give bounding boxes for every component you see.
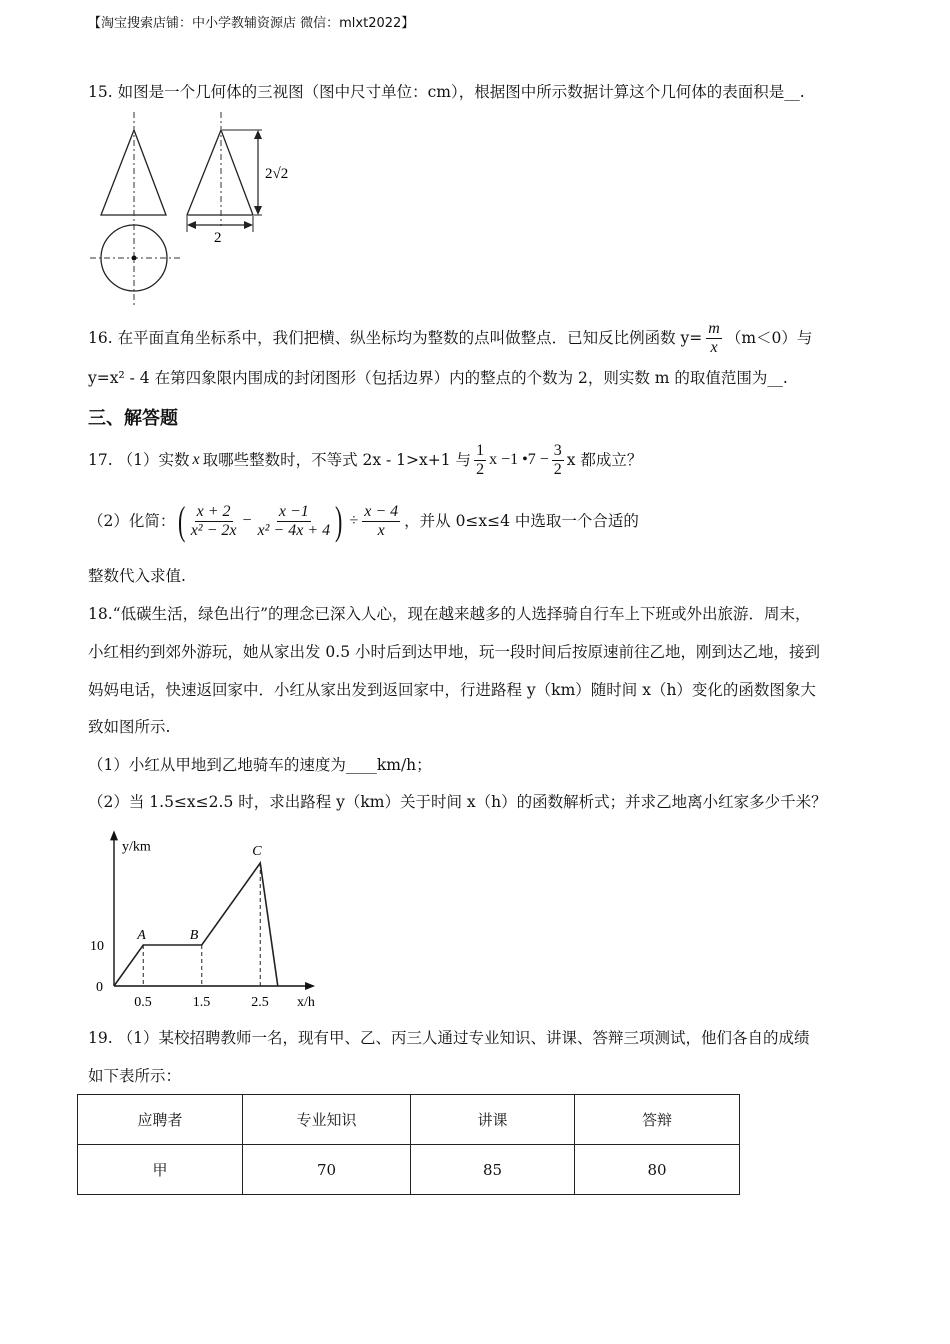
q17-text-a: 17. （1）实数 (88, 451, 190, 469)
point-label: B (189, 928, 199, 943)
table-header-cell: 答辩 (575, 1095, 740, 1145)
q18-line-1: 18.“低碳生活，绿色出行”的理念已深入人心，现在越来越多的人选择骑自行车上下班或外出旅游．周末， (88, 605, 811, 623)
q17-text-b: 取哪些整数时，不等式 2x - 1>x+1 与 (202, 451, 472, 469)
q17-frac3 (362, 503, 400, 540)
q16-frac-den: x (710, 338, 718, 356)
q17-threehalf-den: 2 (553, 460, 562, 478)
minus-sign: − (242, 512, 252, 529)
q17-frac2 (256, 503, 333, 540)
q16-frac-num: m (708, 319, 720, 337)
q18-sub1: （1）小红从甲地到乙地骑车的速度为____km/h； (88, 756, 432, 774)
q17-var-x: x (192, 451, 200, 468)
q17-frac3-den: x (377, 521, 385, 539)
q17-frac2-den: x² − 4x + 4 (257, 521, 331, 539)
q19-line-2: 如下表所示： (88, 1067, 182, 1085)
origin-label: 0 (96, 980, 103, 995)
series-line-path (114, 863, 278, 986)
y-axis-label: y/km (122, 839, 151, 855)
q17-half-num: 1 (476, 441, 485, 459)
table-header-cell: 专业知识 (243, 1095, 411, 1145)
table-header-cell: 应聘者 (78, 1095, 243, 1145)
q18-line-2: 小红相约到郊外游玩，她从家出发 0.5 小时后到达甲地，玩一段时间后按原速前往乙地，刚到达乙地，接到 (88, 643, 821, 661)
section-title: 三、解答题 (88, 408, 178, 429)
q17-part2 (88, 496, 639, 546)
width-dimension-label: 2 (214, 230, 222, 246)
page-header: 【淘宝搜索店铺：中小学教辅资源店 微信：mlxt2022】 (88, 16, 415, 31)
table-cell: 70 (243, 1145, 411, 1195)
q17-part1 (88, 438, 642, 482)
y-axis-arrow (110, 830, 118, 840)
q17-text-end: x 都成立？ (566, 451, 643, 469)
q16-text-a: 16. 在平面直角坐标系中，我们把横、纵坐标均为整数的点叫做整点．已知反比例函数 y= (88, 329, 703, 347)
q18-line-4: 致如图所示. (88, 718, 171, 736)
front-view (101, 112, 166, 308)
x-tick-label: 1.5 (192, 995, 211, 1010)
q17-frac1-num: x + 2 (196, 502, 231, 520)
table-header-row (78, 1095, 740, 1145)
q16-text-b: （m＜0）与 (725, 329, 813, 347)
x-axis-arrow (305, 982, 315, 990)
q17-p2-line2: 整数代入求值. (88, 567, 186, 585)
x-tick-label: 0.5 (134, 995, 152, 1010)
right-paren: ) (335, 498, 343, 543)
left-paren: ( (178, 498, 186, 543)
point-label: C (252, 844, 262, 859)
top-view (90, 225, 180, 291)
side-view (187, 112, 288, 246)
table-cell: 85 (411, 1145, 575, 1195)
x-axis-label: x/h (297, 995, 315, 1010)
q18-line-3: 妈妈电话，快速返回家中．小红从家出发到返回家中，行进路程 y（km）随时间 x（h）变化的函数图象大 (88, 681, 816, 699)
q18-distance-time-chart (86, 826, 348, 1010)
q17-frac1 (189, 503, 239, 540)
q17-p2-tail: ，并从 0≤x≤4 中选取一个合适的 (404, 512, 639, 530)
q18-sub2: （2）当 1.5≤x≤2.5 时，求出路程 y（km）关于时间 x（h）的函数解析式；并求乙地离小红家多少千米？ (88, 793, 827, 811)
height-dimension-label: 2√2 (265, 166, 289, 182)
scores-table (77, 1094, 740, 1195)
q17-threehalf-fraction (552, 442, 564, 479)
table-cell: 甲 (78, 1145, 243, 1195)
q17-frac1-den: x² − 2x (190, 521, 237, 539)
q16-line1 (88, 316, 812, 360)
q17-frac3-num: x − 4 (364, 502, 399, 520)
x-tick-label: 2.5 (251, 995, 269, 1010)
q17-threehalf-num: 3 (553, 441, 562, 459)
table-row (78, 1145, 740, 1195)
y-tick-label: 10 (90, 939, 104, 954)
q16-line2: y=x² - 4 在第四象限内围成的封闭图形（包括边界）内的整点的个数为 2，则实数 m 的取值范围为__. (88, 369, 788, 387)
q19-line-1: 19. （1）某校招聘教师一名，现有甲、乙、丙三人通过专业知识、讲课、答辩三项测试，他们各自的成绩 (88, 1029, 810, 1047)
q15-text: 15. 如图是一个几何体的三视图（图中尺寸单位：cm），根据图中所示数据计算这个几何体的表面积是__. (88, 83, 805, 101)
point-label: A (137, 928, 146, 943)
table-cell: 80 (575, 1145, 740, 1195)
q16-fraction (706, 320, 722, 357)
q17-expr-mid: x −1 •7 − (489, 451, 549, 468)
q17-frac2-num: x −1 (278, 502, 309, 520)
table-header-cell: 讲课 (411, 1095, 575, 1145)
divide-sign: ÷ (349, 512, 359, 529)
q17-half-fraction (474, 442, 486, 479)
q17-p2-label: （2）化简： (88, 512, 176, 530)
q15-three-view-figure (86, 108, 298, 308)
q17-half-den: 2 (476, 460, 485, 478)
